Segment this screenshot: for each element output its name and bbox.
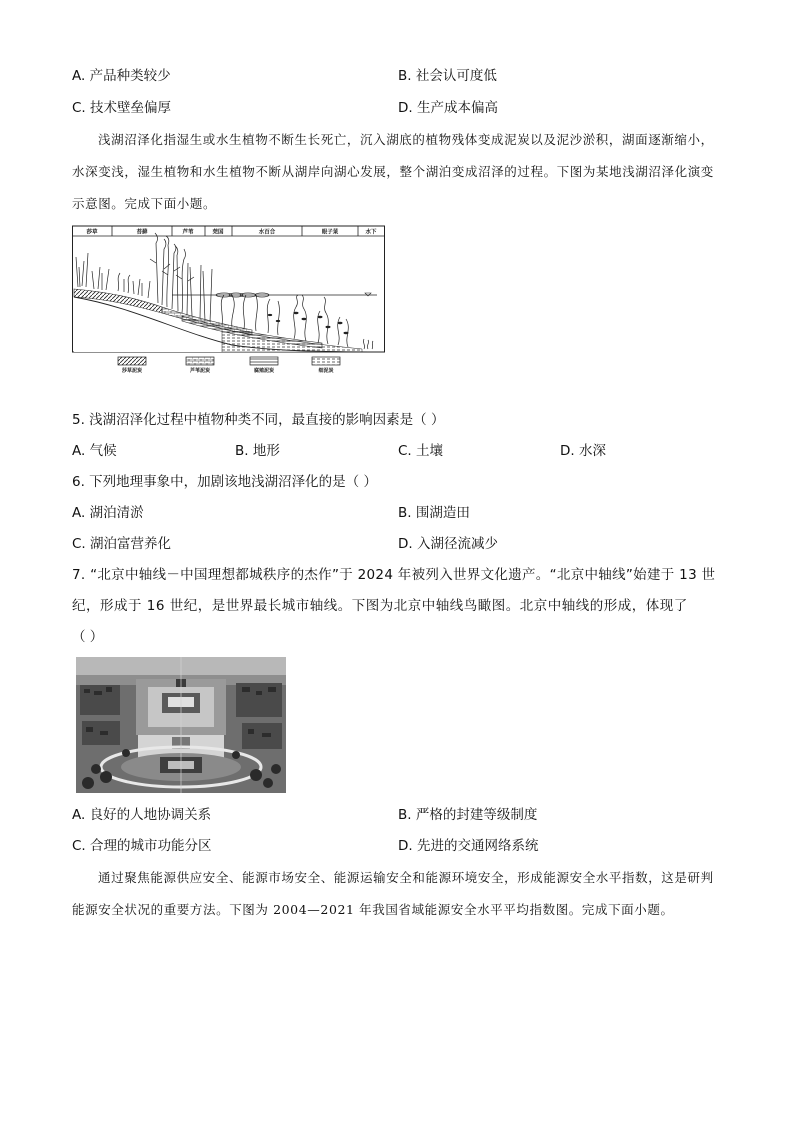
legend-label-sedge-peat: 莎草泥炭 bbox=[121, 368, 143, 374]
legend-label-fine-peat: 细泥炭 bbox=[318, 368, 334, 374]
q7-stem-line2: 纪，形成于 16 世纪，是世界最长城市轴线。下图为北京中轴线鸟瞰图。北京中轴线的形成，体现了 bbox=[72, 598, 688, 614]
q7-option-a: A. 良好的人地协调关系 bbox=[72, 807, 212, 823]
legend-swatch-humus-peat bbox=[250, 357, 278, 365]
q6-option-b: B. 围湖造田 bbox=[398, 505, 470, 521]
q5-stem: 5. 浅湖沼泽化过程中植物种类不同，最直接的影响因素是（ ） bbox=[72, 412, 445, 428]
zone-label-rush: 莞国 bbox=[212, 229, 224, 236]
legend-label-humus-peat: 腐殖泥炭 bbox=[253, 368, 275, 374]
q7-option-d: D. 先进的交通网络系统 bbox=[398, 838, 539, 854]
zone-label-moss: 苔藓 bbox=[136, 229, 148, 236]
q7-option-b: B. 严格的封建等级制度 bbox=[398, 807, 538, 823]
q4-option-a: A. 产品种类较少 bbox=[72, 68, 171, 84]
q5-option-a: A. 气候 bbox=[72, 443, 117, 459]
legend-swatch-sedge-peat bbox=[118, 357, 146, 365]
legend-swatch-reed-peat bbox=[186, 357, 214, 365]
zone-label-sedge: 莎草 bbox=[86, 229, 98, 236]
q7-stem-line3: （ ） bbox=[72, 629, 104, 645]
q4-option-d: D. 生产成本偏高 bbox=[398, 100, 498, 116]
passage-lake-swamp: 浅湖沼泽化指湿生或水生植物不断生长死亡，沉入湖底的植物残体变成泥炭以及泥沙淤积，湖面逐渐缩小，水深变浅，湿生植物和水生植物不断从湖岸向湖心发展，整个湖泊变成沼泽的过程。下图为某地浅湖沼泽化演变示意图。完成下面小题。 bbox=[72, 132, 714, 211]
zone-label-underwater: 水下 bbox=[365, 229, 377, 236]
zone-label-pondweed: 眼子菜 bbox=[321, 229, 339, 236]
zone-label-water-lily: 水百合 bbox=[258, 229, 276, 236]
legend-label-reed-peat: 芦苇泥炭 bbox=[189, 368, 211, 374]
q5-option-d: D. 水深 bbox=[560, 443, 606, 459]
q5-option-c: C. 土壤 bbox=[398, 443, 444, 459]
q6-stem: 6. 下列地理事象中，加剧该地浅湖沼泽化的是（ ） bbox=[72, 474, 377, 490]
zone-label-reed: 芦苇 bbox=[182, 229, 194, 236]
beijing-central-axis-aerial-photo bbox=[76, 657, 286, 793]
lake-swamping-diagram bbox=[72, 223, 390, 375]
q7-stem-line1: 7. “北京中轴线－中国理想都城秩序的杰作”于 2024 年被列入世界文化遗产。“北京中轴线”始建于 13 世 bbox=[72, 567, 716, 583]
q6-option-c: C. 湖泊富营养化 bbox=[72, 536, 172, 552]
q6-option-a: A. 湖泊清淤 bbox=[72, 505, 144, 521]
passage-energy-security: 通过聚焦能源供应安全、能源市场安全、能源运输安全和能源环境安全，形成能源安全水平指数，这是研判能源安全状况的重要方法。下图为 2004—2021 年我国省域能源安全水平平均指数图。完成下面小题。 bbox=[72, 870, 714, 917]
legend-swatch-fine-peat bbox=[312, 357, 340, 365]
q4-option-c: C. 技术壁垒偏厚 bbox=[72, 100, 172, 116]
q5-option-b: B. 地形 bbox=[235, 443, 280, 459]
q4-option-b: B. 社会认可度低 bbox=[398, 68, 497, 84]
q6-option-d: D. 入湖径流减少 bbox=[398, 536, 498, 552]
q7-option-c: C. 合理的城市功能分区 bbox=[72, 838, 212, 854]
